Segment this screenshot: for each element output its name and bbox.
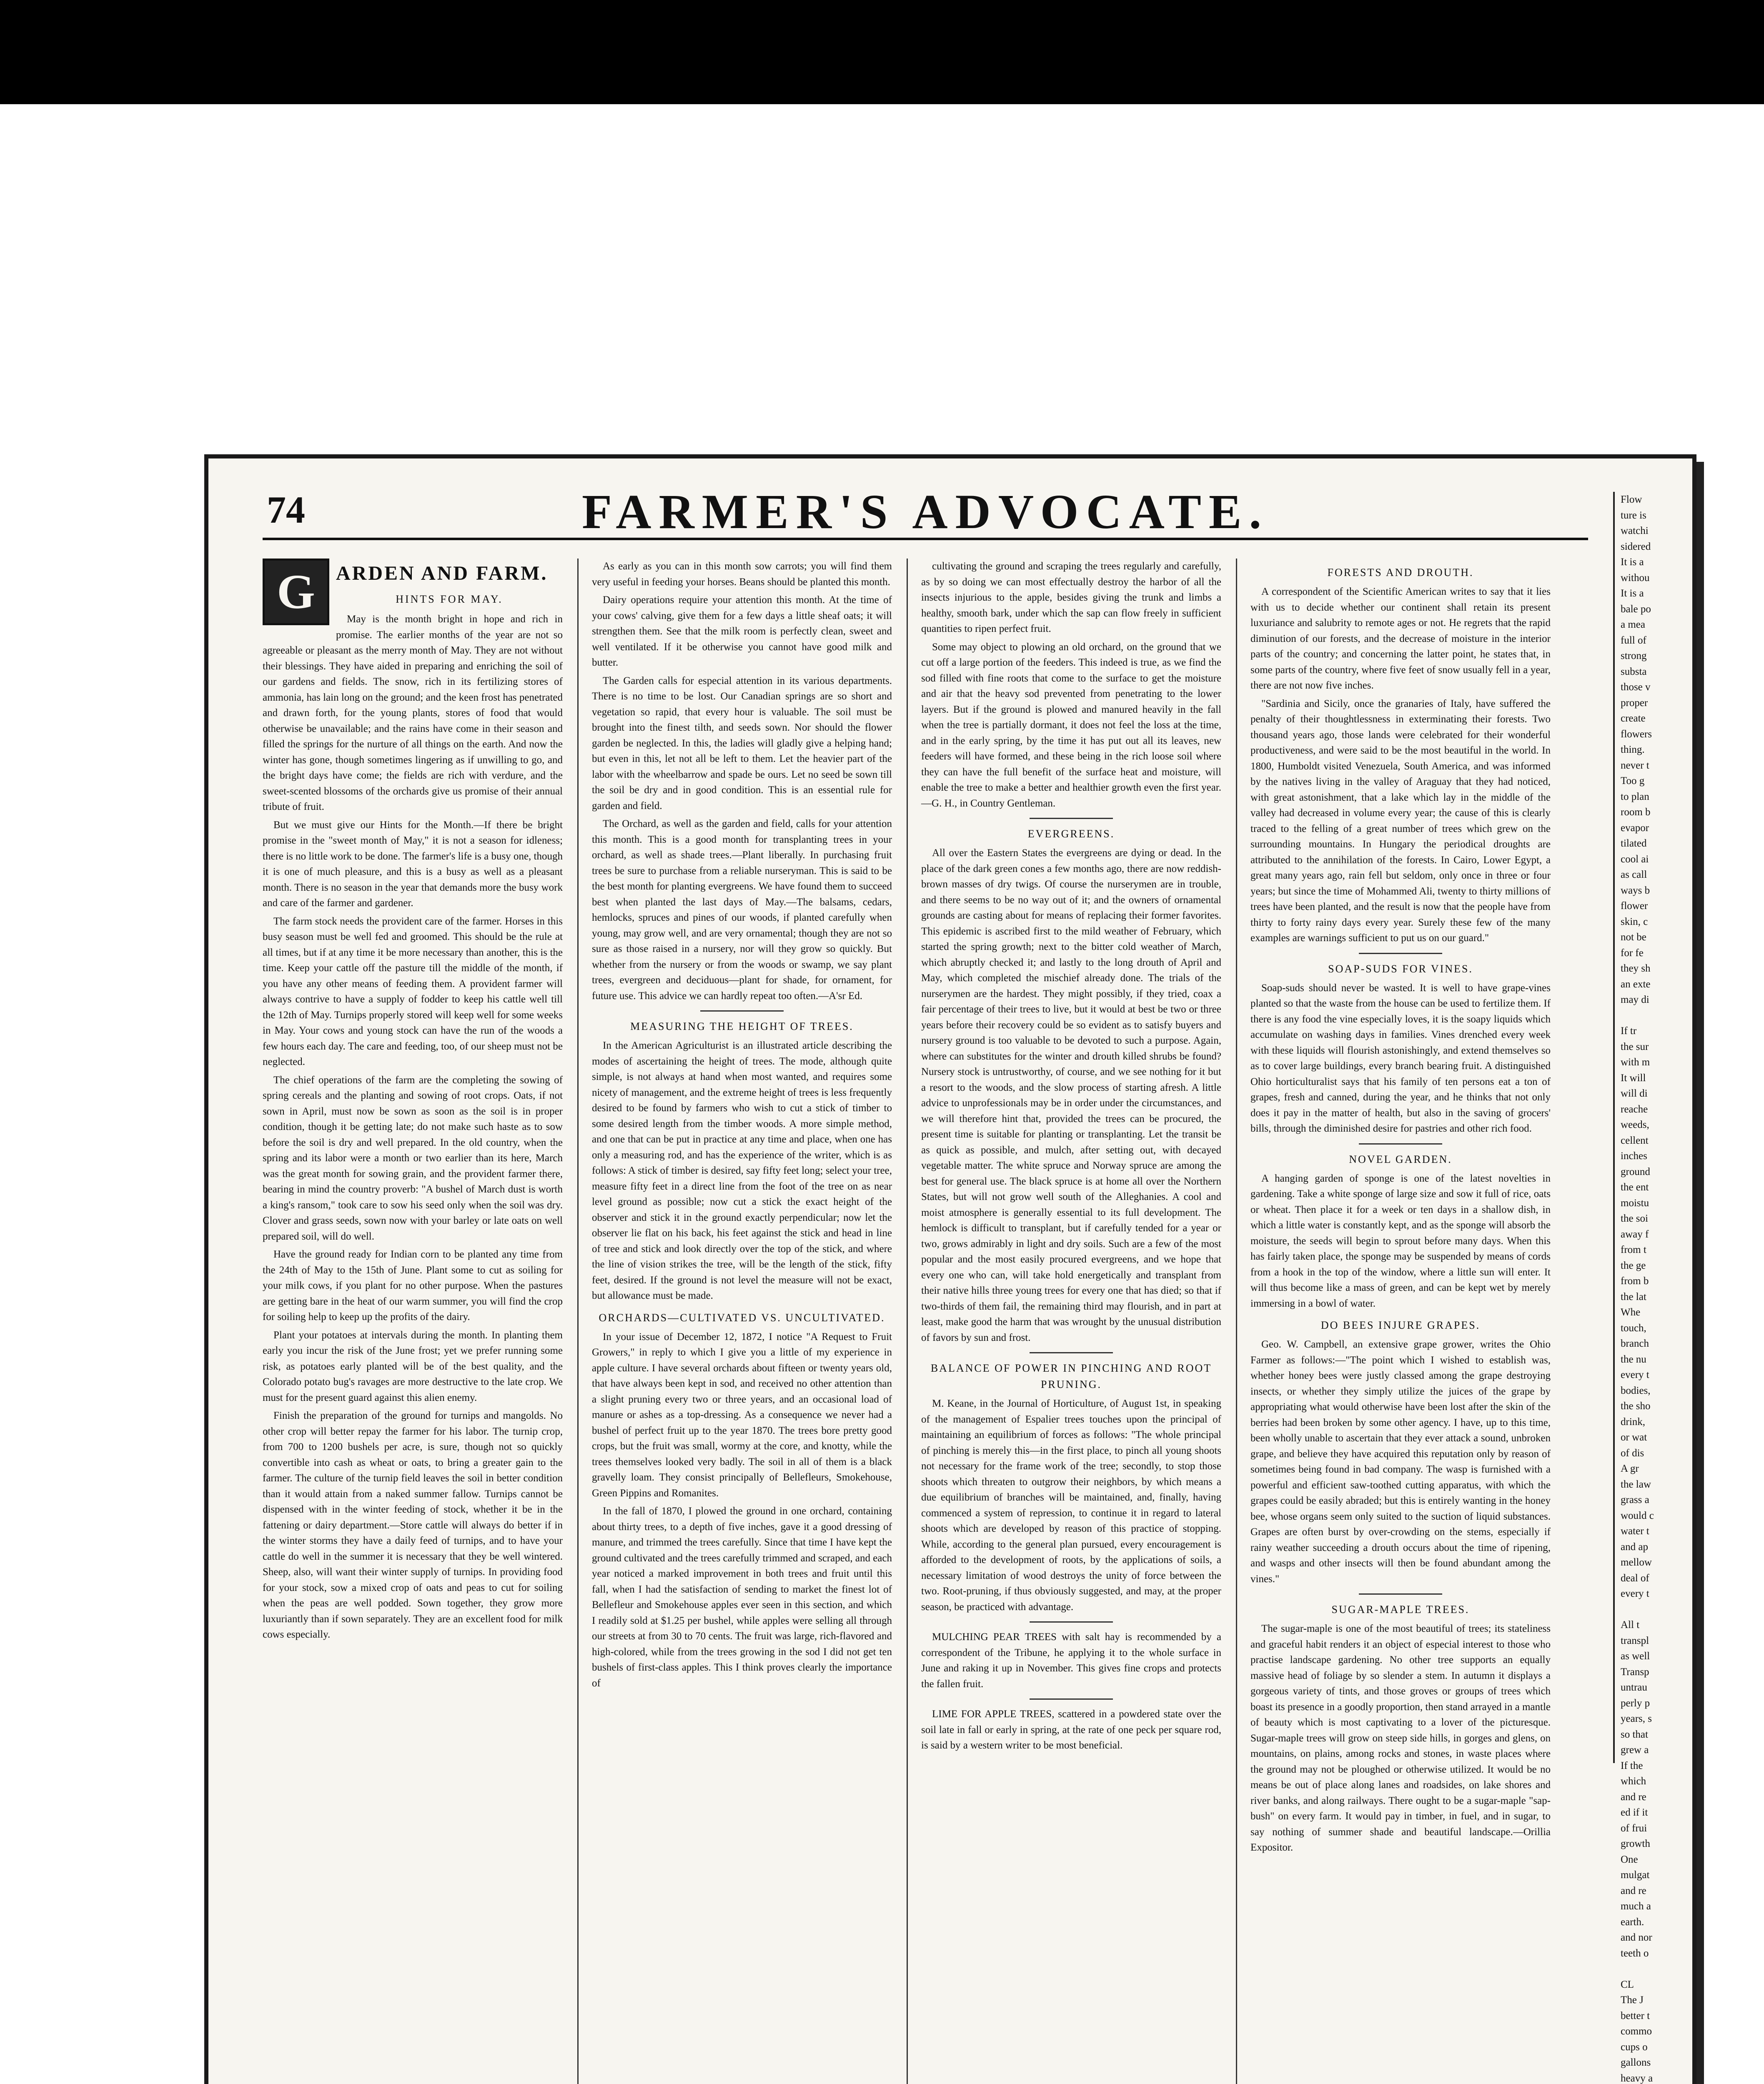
next-page-line: and re (1621, 1885, 1646, 1896)
paragraph: All over the Eastern States the evergreens are dying or dead. In the place of the dark green cones a few months ago, there are now reddish-brown masses of dry twigs. Of course the nurserymen are in trouble, and there seems to be no way out of it; and the owners of ornamental grounds are casting about for means of replacing their former favorites. This epidemic is ascribed first to the mild weather of February, which started the spring growth; next to the bitter cold weather of March, which abruptly checked it; and lastly to the long drouth of April and May, which completed the mischief already done. The trials of the nurserymen are the hardest. They might possibly, if they tried, coax a fair percentage of their trees to live, but it would at best be two or three years before their recovery could be so evident as to satisfy buyers and nursery ground is too valuable to be devoted to such a purpose. Again, where can substitutes for the winter and drouth killed shrubs be found? Nursery stock is untrustworthy, of course, and we see nothing for it but a resort to the woods, and the slow process of starting afresh. A little advice to unprofessionals may be in order under the circumstances, and we will therefore hint that, provided the trees can be procured, the present time is suitable for planting or transplanting. Let the transit be as quick as possible, and mulch, after setting out, with decayed vegetable matter. The white spruce and Norway spruce are among the best for general use. The black spruce is at home all over the Northern States, but will not grow well south of the Alleghanies. A cool and moist atmosphere is generally essential to its full development. The hemlock is difficult to transplant, but if carefully tended for a year or two, grows admirably in light and dry soils. Such are a few of the most popular and the most easily procured evergreens, and we hope that every one who can, will take hold energetically and transplant from their native hills three young trees for every one that has died; so that if two-thirds of them fail, the remaining third may flourish, and in part at least, make good the harm that was wrought by the unusual distribution of favors by sun and frost. (921, 847, 1221, 1343)
next-page-line: It is a (1621, 556, 1644, 568)
next-page-line: ways b (1621, 884, 1650, 896)
article-heading: SOAP-SUDS FOR VINES. (1328, 962, 1473, 975)
next-page-line: with m (1621, 1057, 1650, 1068)
next-page-line: watchi (1621, 525, 1649, 536)
next-page-line: Transp (1621, 1666, 1649, 1678)
paragraph: As early as you can in this month sow carrots; you will find them very useful in feeding your horses. Beans should be planted this month. (592, 561, 892, 588)
next-page-line (1621, 1961, 1696, 1977)
next-page-line: the ge (1621, 1260, 1646, 1271)
article-heading: DO BEES INJURE GRAPES. (1320, 1319, 1481, 1331)
masthead-title: FARMER'S ADVOCATE. (581, 484, 1269, 539)
column-rule (907, 559, 908, 2084)
next-page-line: cups o (1621, 2041, 1648, 2053)
next-page-line: teeth o (1621, 1947, 1649, 1959)
next-page-line: mellow (1621, 1557, 1652, 1568)
article-heading: ORCHARDS—CULTIVATED VS. UNCULTIVATED. (599, 1311, 885, 1324)
next-page-line: the law (1621, 1478, 1651, 1490)
next-page-line: as well (1621, 1651, 1650, 1662)
page-header (263, 483, 1588, 540)
next-page-line: sidered (1621, 541, 1651, 552)
next-page-line: substa (1621, 666, 1647, 677)
next-page-line: inches (1621, 1150, 1647, 1162)
next-page-line: away f (1621, 1228, 1649, 1240)
next-page-line: and nor (1621, 1932, 1652, 1943)
column-rule (577, 559, 579, 2084)
next-page-line: perly p (1621, 1697, 1650, 1709)
next-page-line: the nu (1621, 1353, 1646, 1365)
next-page-line: cellent (1621, 1135, 1649, 1146)
next-page-line: cool ai (1621, 853, 1649, 865)
next-page-line: All t (1621, 1619, 1640, 1631)
next-page-line: touch, (1621, 1322, 1646, 1334)
next-page-line: flowers (1621, 728, 1652, 740)
paragraph: The sugar-maple is one of the most beautiful of trees; its stateliness and graceful habit renders it an object of especial interest to those who practise landscape gardening. No other tree supports an equally massive head of foliage by so slender a stem. In autumn it displays a gorgeous variety of tints, and those groves or groups of trees which boast its presence in a goodly proportion, then stand arrayed in a mantle of beauty which is most captivating to a lover of the picturesque. Sugar-maple trees will grow on steep side hills, in gorges and glens, on mountains, on plains, among rocks and stones, in waste places where the ground may not be ploughed or otherwise utilized. It would be no means be out of place along lanes and roadsides, on lake shores and river banks, and along railways. There ought to be a sugar-maple "sap-bush" on every farm. It would pay in timber, in fuel, and in sugar, to say nothing of summer shade and beautiful landscape.—Orillia Expositor. (1250, 1623, 1551, 1853)
next-page-line: untrau (1621, 1682, 1647, 1693)
paragraph: "Sardinia and Sicily, once the granaries of Italy, have suffered the penalty of their thoughtlessness in exterminating their forests. Two thousand years ago, those lands were celebrated for their wonderful productiveness, and were said to be the most beautiful in the world. In 1800, Humboldt visited Venezuela, South America, and was informed by the natives living in the valley of Araguay that they had noticed, with great astonishment, that a lake which lay in the middle of the valley had decreased in volume every year; the cause of this is clearly traced to the felling of a great number of trees which grew on the surrounding mountains. In Hungary the periodical droughts are attributed to the annihilation of the forests. In Cairo, Lower Egypt, a great many years ago, rain fell but seldom, only once in three or four years; but since the time of Mohammed Ali, twenty to thirty millions of trees have been planted, and the result is now that the people have from thirty to forty rainy days every year. Surely these few of the many examples are warnings sufficient to put us on our guard." (1250, 698, 1551, 944)
paragraph: The chief operations of the farm are the completing the sowing of spring cereals and the planting and sowing of root crops. Oats, if not sown in April, must now be sown as soon as the soil is in proper condition, though it be getting late; do not make such haste as to sow before the soil is dry and well prepared. In the old country, when the spring and its labor were a month or two earlier than its here, March was the great month for sowing grain, and the provident farmer there, bearing in mind the country proverb: "A bushel of March dust is worth a king's ransom," took care to sow his seed only when the soil was dry. Clover and grass seeds, sown now with your barley or late oats on well prepared soil, will do well. (263, 1074, 563, 1242)
column-rule (1236, 559, 1237, 2084)
next-page-line: of dis (1621, 1447, 1644, 1459)
next-page-line: deal of (1621, 1572, 1649, 1584)
next-page-line: thing. (1621, 744, 1645, 755)
column-1 (263, 559, 563, 2084)
next-page-line: If the (1621, 1760, 1643, 1771)
separator-line (1359, 1593, 1442, 1595)
next-page-line: from t (1621, 1244, 1646, 1255)
next-page-line: mulgat (1621, 1869, 1650, 1881)
next-page-line: Flow (1621, 494, 1642, 505)
next-page-line: bodies, (1621, 1385, 1651, 1396)
article-heading: EVERGREENS. (1027, 828, 1115, 840)
next-page-line: they sh (1621, 963, 1651, 974)
paragraph: Dairy operations require your attention this month. At the time of your cows' calving, give them for a few days a little sheaf oats; it will strengthen them. See that the milk room is perfectly clean, sweet and well ventilated. If it be otherwise you cannot have good milk and butter. (592, 594, 892, 668)
next-page-line: the sho (1621, 1400, 1651, 1412)
paragraph: In your issue of December 12, 1872, I notice "A Request to Fruit Growers," in reply to which I give you a little of my experience in apple culture. I have several orchards about fifteen or twenty years old, that have always been kept in sod, and received no other attention than a slight pruning every two or three years, and an occasional load of manure or ashes as a top-dressing. As a consequence we never had a bushel of perfect fruit up to the year 1870. The trees bore pretty good crops, but the fruit was small, wormy at the core, and knotty, while the trees themselves looked very badly. The soil in all of them is a black gravelly loam. They consist principally of Bellefleurs, Smokehouse, Green Pippins and Romanites. (592, 1331, 892, 1499)
article-heading: NOVEL GARDEN. (1349, 1153, 1452, 1165)
next-page-line: the lat (1621, 1291, 1646, 1302)
next-page-line: earth. (1621, 1916, 1644, 1928)
next-page-line: from b (1621, 1275, 1649, 1287)
page-number: 74 (267, 488, 305, 531)
column-4 (1250, 559, 1551, 2084)
next-page-line: Too g (1621, 775, 1645, 787)
paragraph: Have the ground ready for Indian corn to be planted any time from the 24th of May to the 15th of June. Plant some to cut as soiling for your milk cows, if you plant for no other purpose. When the pastures are getting bare in the heat of our warm summer, you will find the crop for soiling help to keep up the profits of the dairy. (263, 1249, 563, 1323)
next-page-line: ground (1621, 1166, 1650, 1177)
next-page-line: grass a (1621, 1494, 1649, 1505)
article-heading: BALANCE OF POWER IN PINCHING AND ROOT PRUNING. (930, 1362, 1212, 1390)
next-page-line: and ap (1621, 1541, 1648, 1553)
next-page-line: bale po (1621, 603, 1651, 615)
paragraph: The farm stock needs the provident care of the farmer. Horses in this busy season must be well fed and groomed. This should be the rule at all times, but if at any time it be more necessary than another, this is the time. Keep your cattle off the pasture till the middle of the month, if you have any other means of feeding them. A provident farmer will always contrive to have a supply of fodder to keep his cattle well till the 12th of May. Turnips properly stored will keep well for some weeks in May. Your cows and young stock can have the run of the woods a few hours each day. The care and feeding, too, of our sheep must not be neglected. (263, 915, 563, 1067)
next-page-line: may di (1621, 994, 1649, 1005)
paragraph: The Orchard, as well as the garden and field, calls for your attention this month. This is a good month for transplanting trees in your orchard, as well as shade trees.—Plant liberally. In purchasing fruit trees be sure to purchase from a reliable nurseryman. This is said to be the best month for planting evergreens. We have found them to succeed best when planted the last days of May.—The balsams, cedars, hemlocks, spruces and pines of our woods, if planted carefully when young, may grow well, and are very ornamental; though they are not so sure as those raised in a nursery, nor will they grow so quickly. But whether from the nursery or from the woods or swamp, we say plant trees, evergreen and deciduous—plant for shade, for ornament, for future use. This advice we can hardly repeat too often.—A'sr Ed. (592, 818, 892, 1002)
next-page-line (1621, 1602, 1696, 1618)
next-page-line: strong (1621, 650, 1647, 661)
next-page-line: One (1621, 1854, 1638, 1865)
next-page-line: moistu (1621, 1197, 1649, 1209)
paragraph: LIME FOR APPLE TREES, scattered in a powdered state over the soil late in fall or early in spring, at the rate of one peck per square rod, is said by a western writer to be most beneficial. (921, 1708, 1221, 1751)
next-page-line: room b (1621, 807, 1651, 818)
separator-line (1030, 1698, 1113, 1700)
paragraph: The Garden calls for especial attention in its various departments. There is no time to be lost. Our Canadian springs are so short and vegetation so rapid, that every hour is valuable. The soil must be brought into the finest tilth, and seeds sown. Nor should the flower garden be neglected. In this, the ladies will gladly give a helping hand; but even in this, let not all be left to them. Let the heavier part of the labor with the wheelbarrow and spade be ours. Let no seed be sown till the soil be dry and in good condition. This is an essential rule for garden and field. (592, 675, 892, 812)
separator-line (1030, 1621, 1113, 1623)
next-page-line: commo (1621, 2026, 1652, 2037)
ornamental-dropcap: G (263, 559, 329, 625)
paragraph: In the American Agriculturist is an illustrated article describing the modes of ascertaining the height of trees. The mode, although quite simple, is not always at hand when most wanted, and requires some nicety of management, and the extreme height of trees is less frequently desired to be found by farmers who wish to cut a stick of timber to some desired length from the timber woods. A more simple method, and one that can be put in practice at any time and place, when one has only a measuring rod, and has the experience of the writer, which is as follows: A stick of timber is desired, say fifty feet long; select your tree, measure fifty feet in a direct line from the foot of the tree on as near level ground as possible; now cut a stick the exact height of the observer and stick it in the ground exactly perpendicular; now let the observer lie flat on his back, his feet against the stick and head in line of tree and stick and look directly over the top of the stick, and where the line of vision strikes the tree, will be the length of the stick, fifty feet, desired. If the ground is not level the measure will not be exact, but allowance must be made. (592, 1040, 892, 1301)
newspaper-page (204, 454, 1696, 2084)
separator-line (1359, 953, 1442, 954)
next-page-line: reache (1621, 1103, 1648, 1115)
column-3 (921, 559, 1221, 2084)
next-page-line: those v (1621, 681, 1651, 693)
next-page-line: evapor (1621, 822, 1649, 834)
next-page-line: better t (1621, 2010, 1650, 2021)
page-content (263, 483, 1588, 2084)
next-page-line: ture is (1621, 509, 1646, 521)
paragraph: cultivating the ground and scraping the trees regularly and carefully, as by so doing we can most effectually destroy the harbor of all the insects injurious to the apple, besides giving the trunk and limbs a healthy, smooth bark, under which the sap can flow freely in sufficient quantities to ripen perfect fruit. (921, 561, 1221, 634)
next-page-line: will di (1621, 1088, 1648, 1099)
article-heading: FORESTS AND DROUTH. (1327, 566, 1474, 579)
separator-line (1030, 1352, 1113, 1353)
section-title: ARDEN AND FARM. (336, 562, 548, 584)
next-page-line: branch (1621, 1338, 1649, 1349)
next-page-line: The J (1621, 1994, 1644, 2006)
next-page-line: It is a (1621, 588, 1644, 599)
paragraph: A correspondent of the Scientific American writes to say that it lies with us to decide whether our continent shall retain its present luxuriance and salubrity to remote ages or not. He regrets that the rapid diminution of our forests, and the decrease of moisture in the interior parts of the country; and concerning the latter point, he states that, in some parts of the country, where five feet of snow usually fell in a year, there are not now five inches. (1250, 586, 1551, 691)
paragraph: Geo. W. Campbell, an extensive grape grower, writes the Ohio Farmer as follows:—"The point which I wished to establish was, whether honey bees were justly classed among the grape destroying insects, or whether they simply utilize the juices of the grape by appropriating what would otherwise have been lost after the skin of the berries had been broken by some other agency. I have, up to this time, been wholly unable to ascertain that they ever attack a sound, unbroken grape, and believe they have acquired this reputation only by reason of sometimes being found in bad company. The wasp is furnished with a powerful and efficient saw-toothed cutting apparatus, with which the grapes could be easily abraded; but this is entirely wanting in the honey bee, whose organs seem only suited to the suction of liquid substances. Grapes are often burst by over-crowding on the stems, especially if rainy weather succeeding a drouth occurs about the time of ripening, and wasps and other insects will then be found abundant among the vines." (1250, 1339, 1551, 1585)
next-page-line: would c (1621, 1510, 1654, 1521)
next-page-line: withou (1621, 572, 1650, 584)
next-page-line: the soi (1621, 1213, 1648, 1224)
next-page-line: not be (1621, 932, 1646, 943)
next-page-line: as call (1621, 869, 1647, 880)
next-page-line: proper (1621, 697, 1648, 709)
paragraph: In the fall of 1870, I plowed the ground in one orchard, containing about thirty trees, to a depth of five inches, gave it a good dressing of manure, and trimmed the trees carefully. Since that time I have kept the ground cultivated and the trees carefully trimmed and scraped, and each year noticed a marked improvement in both trees and fruit until this fall, when I had the satisfaction of sending to market the finest lot of Bellefleur and Smokehouse apples ever seen in this section, and which I readily sold at $1.25 per bushel, while apples were selling all through our streets at from 30 to 70 cents. The fruit was large, rich-flavored and high-colored, while from the trees growing in the sod I did not get ten bushels of first-class apples. This I think proves clearly the importance of (592, 1505, 892, 1689)
next-page-line: for fe (1621, 947, 1644, 959)
separator-line (700, 1010, 784, 1012)
next-page-line: every t (1621, 1369, 1649, 1380)
next-page-line: which (1621, 1776, 1646, 1787)
next-page-line: water t (1621, 1525, 1649, 1537)
next-page-line: If tr (1621, 1025, 1637, 1037)
next-page-line: gallons (1621, 2057, 1651, 2068)
next-page-line: and re (1621, 1791, 1646, 1803)
next-page-line: A gr (1621, 1463, 1639, 1474)
paragraph: A hanging garden of sponge is one of the latest novelties in gardening. Take a white sponge of large size and sow it full of rice, oats or wheat. Then place it for a week or ten days in a shallow dish, in which a little water is constantly kept, and as the sponge will absorb the moisture, the seeds will begin to sprout before many days. When this has fairly taken place, the sponge may be suspended by means of cords from a hook in the top of the window, where a little sun will enter. It will thus become like a mass of green, and can be kept wet by merely immersing in a bowl of water. (1250, 1172, 1551, 1309)
next-page-line: Whe (1621, 1307, 1641, 1318)
next-page-line: the ent (1621, 1182, 1649, 1193)
next-page-line (1621, 1008, 1696, 1024)
next-page-line: heavy a (1621, 2072, 1653, 2084)
next-page-line: CL (1621, 1979, 1634, 1990)
next-page-line: much a (1621, 1901, 1651, 1912)
next-page-line: of frui (1621, 1822, 1647, 1834)
next-page-line: never t (1621, 759, 1649, 771)
next-page-line: skin, c (1621, 916, 1648, 927)
paragraph: Finish the preparation of the ground for turnips and mangolds. No other crop will better repay the farmer for his labor. The turnip crop, from 700 to 1200 bushels per acre, is sure, though not so quickly convertible into cash as wheat or oats, to bring a greater gain to the farmer. The culture of the turnip field leaves the soil in better condition than it would attain from a naked summer fallow. Turnips cannot be dispensed with in the winter feeding of stock, whether it be in the fattening or dairy department.—Store cattle will always do better if in the winter storms they have a daily feed of turnips, and to have your cattle do well in the summer it is necessary that they be well wintered. Sheep, also, will want their winter supply of turnips. In providing food for your stock, sow a mixed crop of oats and peas to cut for soiling when the peas are well podded. Sown together, they grow more luxuriantly than if sown separately. They are an excellent food for milk cows especially. (263, 1410, 563, 1640)
next-page-line: create (1621, 713, 1646, 724)
paragraph: Soap-suds should never be wasted. It is well to have grape-vines planted so that the waste from the house can be used to fertilize them. If there is any food the vine especially loves, it is the soapy liquids which accumulate on washing days in families. Vines drenched every week with these liquids will flourish astonishingly, and extend themselves so as to cover large buildings, every branch bearing fruit. A distinguished Ohio horticulturalist says that his family of ten persons eat a ton of grapes, fresh and canned, during the year, and he thinks that not only does it pay in the matter of health, but also in the saving of grocers' bills, through the diminished desire for pastries and other rich food. (1250, 982, 1551, 1134)
next-page-line: weeds, (1621, 1119, 1649, 1130)
paragraph: Plant your potatoes at intervals during the month. In planting them early you incur the risk of the June frost; yet we prefer running some risk, as potatoes early planted will be of the best quality, and the Colorado potato bug's ravages are more destructive to the late crop. We must for the present guard against this alien enemy. (263, 1329, 563, 1403)
next-page-line: tilated (1621, 838, 1647, 849)
paragraph: Some may object to plowing an old orchard, on the ground that we cut off a large portion of the feeders. This indeed is true, as we find the sod filled with fine roots that come to the surface to get the moisture and air that the heavy sod prevented from penetrating to the lower layers. But if the ground is plowed and manured heavily in the fall when the tree is partially dormant, it does not feel the loss at the time, and in the early spring, by the time it has put out all its leaves, new feeders will have formed, and these being in the rich loose soil where they can have the full benefit of the surface heat and moisture, will enable the tree to make a better and healthier growth even the first year.—G. H., in Country Gentleman. (921, 641, 1221, 809)
separator-line (1030, 818, 1113, 819)
next-page-line: to plan (1621, 791, 1649, 802)
next-page-line: ed if it (1621, 1807, 1648, 1818)
next-page-edge (1613, 492, 1696, 2084)
next-page-line: flower (1621, 900, 1648, 912)
paragraph: M. Keane, in the Journal of Horticulture, of August 1st, in speaking of the management of Espalier trees touches upon the principal of maintaining an equilibrium of forces as follows: "The whole principal of pinching is merely this—in the first place, to pinch all young shoots not necessary for the frame work of the tree; secondly, to stop those shoots which threaten to outgrow their neighbors, by which means a due equilibrium of branches will be maintained, and, finally, having commenced a system of repression, to continue it in regard to lateral shoots which are developed by reason of this practice of stopping. While, according to the general plan pursued, every encouragement is afforded to the development of roots, by the applications of soils, a necessary limitation of wood destroys the unity of force between the two. Root-pruning, if thus obviously suggested, and may, at the proper season, be practiced with advantage. (921, 1398, 1221, 1613)
next-page-line: It will (1621, 1072, 1646, 1084)
paragraph: May is the month bright in hope and rich in promise. The earlier months of the year are not so agreeable or pleasant as the merry month of May. They are not without their blessings. They have aided in preparing and enriching the soil of our gardens and fields. The snow, rich in its fertilizing stores of ammonia, has lain long on the ground; and the keen frost has penetrated and drawn forth, for the young plants, stores of food that would otherwise be unavailable; and the rains have come in their season and filled the springs for the nurture of all things on the earth. And now the winter has gone, though sometimes lingering as if unwilling to go, and the bright days have come; the fields are rich with verdure, and the sweet-scented blossoms of the orchards give us promise of their annual tribute of fruit. (263, 614, 563, 812)
next-page-line: transpl (1621, 1635, 1649, 1646)
next-page-line: or wat (1621, 1432, 1647, 1443)
next-page-line: an exte (1621, 978, 1651, 990)
article-subtitle: HINTS FOR MAY. (396, 593, 503, 605)
separator-line (1359, 1143, 1442, 1145)
next-page-line: a mea (1621, 619, 1645, 630)
paragraph: MULCHING PEAR TREES with salt hay is recommended by a correspondent of the Tribune, he applying it to the whole surface in June and raking it up in November. This gives fine crops and protects the fallen fruit. (921, 1631, 1221, 1690)
next-page-line: so that (1621, 1728, 1648, 1740)
next-page-line: every t (1621, 1588, 1649, 1599)
next-page-line: the sur (1621, 1041, 1649, 1052)
next-page-line: drink, (1621, 1416, 1646, 1428)
article-heading: MEASURING THE HEIGHT OF TREES. (630, 1020, 854, 1032)
column-2 (592, 559, 892, 2084)
next-page-line: years, s (1621, 1713, 1652, 1724)
next-page-line: full of (1621, 634, 1646, 646)
next-page-line: growth (1621, 1838, 1650, 1849)
paragraph: But we must give our Hints for the Month.—If there be bright promise in the "sweet month of May," it is not a season for idleness; there is no little work to be done. The farmer's life is a busy one, though it is one of much pleasure, and this is a busy as well as a pleasant month. There is no season in the year that demands more the busy work and care of the farmer and gardener. (263, 819, 563, 909)
next-page-line: grew a (1621, 1744, 1649, 1756)
article-heading: SUGAR-MAPLE TREES. (1331, 1603, 1470, 1616)
